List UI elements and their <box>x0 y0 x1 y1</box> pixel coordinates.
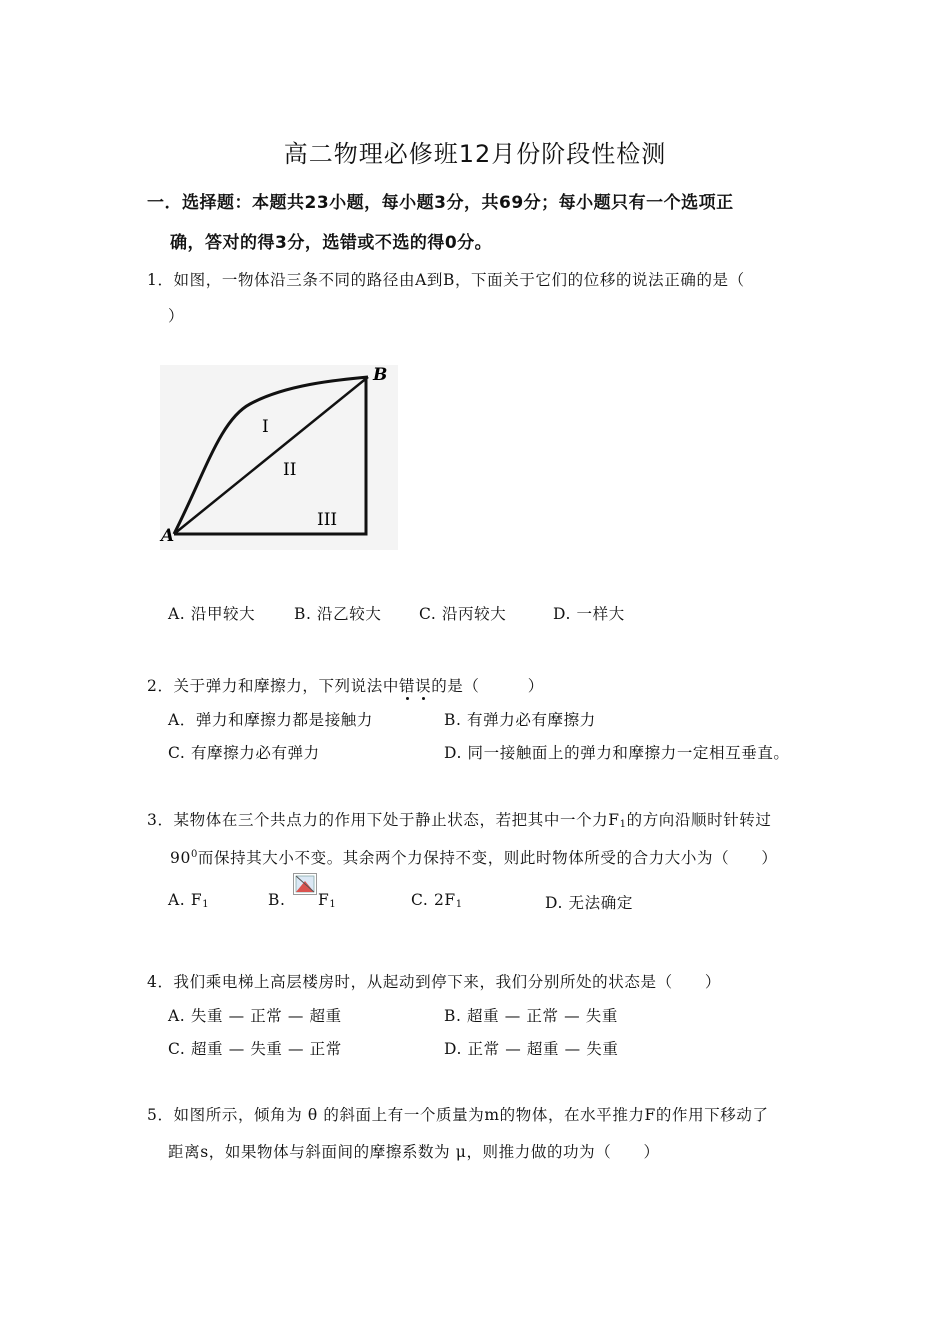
q1-option-d: D. 一样大 <box>553 605 625 623</box>
q3-option-c <box>411 891 463 910</box>
question-3-line2 <box>170 846 778 868</box>
q3-option-d: D. 无法确定 <box>545 894 633 912</box>
q4-option-b: B. 超重 — 正常 — 失重 <box>444 1007 618 1025</box>
q3-option-a <box>168 891 209 910</box>
q2-option-d: D. 同一接触面上的弹力和摩擦力一定相互垂直。 <box>444 744 790 762</box>
q3-line2-post: 而保持其大小不变。其余两个力保持不变，则此时物体所受的合力大小为（ ） <box>197 849 778 867</box>
q3-line2-pre: 90 <box>170 849 191 867</box>
figure-label-a: A <box>161 526 175 546</box>
q3-line1-pre: 3．某物体在三个共点力的作用下处于静止状态，若把其中一个力F <box>147 811 620 829</box>
q2-stem-emph-2: 误 <box>415 677 432 695</box>
question-1-line1: 1．如图，一物体沿三条不同的路径由A到B，下面关于它们的位移的说法正确的是（ <box>147 271 745 289</box>
figure-label-b: B <box>373 365 388 385</box>
q1-option-c: C. 沿丙较大 <box>419 605 507 623</box>
q3-line2-sup: 0 <box>190 849 198 860</box>
q3-option-b <box>318 891 336 910</box>
question-1-line2: ） <box>168 307 185 325</box>
question-3-line1 <box>147 808 772 830</box>
q4-option-a: A. 失重 — 正常 — 超重 <box>168 1007 342 1025</box>
q1-option-b: B. 沿乙较大 <box>294 605 382 623</box>
q3-option-c-sub: 1 <box>455 899 463 910</box>
page-title: 高二物理必修班12月份阶段性检测 <box>283 140 667 168</box>
q3-option-a-sub: 1 <box>202 899 210 910</box>
figure-label-i: I <box>262 417 269 437</box>
q2-stem-pre: 2．关于弹力和摩擦力，下列说法中 <box>147 677 399 695</box>
question-5-line1: 5．如图所示，倾角为 θ 的斜面上有一个质量为m的物体，在水平推力F的作用下移动了 <box>147 1106 769 1124</box>
section-heading-line2: 确，答对的得3分，选错或不选的得0分。 <box>170 233 493 253</box>
q3-option-b-text: F <box>318 891 330 909</box>
figure-label-ii: II <box>283 460 297 480</box>
broken-image-icon <box>293 873 317 895</box>
q2-stem-post: 的是（ ） <box>431 677 544 695</box>
q3-option-b-label: B. <box>268 891 286 909</box>
q2-stem-emph-1: 错 <box>398 677 416 695</box>
question-4-stem: 4．我们乘电梯上高层楼房时，从起动到停下来，我们分别所处的状态是（ ） <box>147 973 721 991</box>
q2-option-a: A．弹力和摩擦力都是接触力 <box>168 711 373 729</box>
q4-option-d: D. 正常 — 超重 — 失重 <box>444 1040 619 1058</box>
q2-option-c: C. 有摩擦力必有弹力 <box>168 744 320 762</box>
q4-option-c: C. 超重 — 失重 — 正常 <box>168 1040 342 1058</box>
figure-label-iii: III <box>317 510 338 530</box>
q3-line1-sub: 1 <box>619 819 627 830</box>
q3-option-a-text: A. F <box>168 891 203 909</box>
q2-option-b: B. 有弹力必有摩擦力 <box>444 711 596 729</box>
q3-line1-post: 的方向沿顺时针转过 <box>626 811 772 829</box>
question-2-stem <box>147 674 544 696</box>
q3-option-b-sub: 1 <box>329 899 337 910</box>
q1-option-a: A. 沿甲较大 <box>168 605 256 623</box>
q3-option-c-text: C. 2F <box>411 891 456 909</box>
question-5-line2: 距离s，如果物体与斜面间的摩擦系数为 μ，则推力做的功为（ ） <box>168 1143 660 1161</box>
question-1-figure <box>150 358 410 553</box>
section-heading-line1: 一．选择题：本题共23小题，每小题3分，共69分；每小题只有一个选项正 <box>147 193 734 213</box>
